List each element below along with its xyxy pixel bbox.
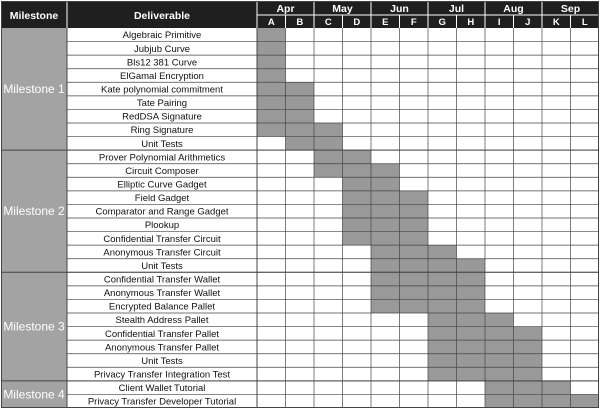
column-letter-header: C	[324, 17, 332, 28]
timeline-filled-cell	[343, 218, 372, 232]
deliverable-label: Encrypted Balance Pallet	[108, 301, 216, 313]
month-header: Sep	[560, 3, 581, 15]
deliverable-label: ElGamal Encryption	[120, 70, 204, 82]
timeline-filled-cell	[400, 232, 429, 246]
timeline-filled-cell	[343, 164, 372, 178]
timeline-filled-cell	[371, 177, 400, 191]
timeline-filled-cell	[371, 299, 400, 313]
timeline-filled-cell	[457, 313, 486, 327]
timeline-filled-cell	[286, 96, 315, 110]
milestone-column-header: Milestone	[9, 10, 59, 22]
gantt-chart-table	[1, 1, 599, 408]
timeline-filled-cell	[428, 340, 457, 354]
task-row	[127, 55, 286, 69]
deliverable-label: Unit Tests	[141, 355, 183, 367]
task-row	[117, 177, 399, 191]
timeline-filled-cell	[457, 286, 486, 300]
timeline-filled-cell	[257, 109, 286, 123]
timeline-filled-cell	[371, 259, 400, 273]
task-row	[141, 137, 342, 151]
timeline-filled-cell	[371, 164, 400, 178]
deliverable-label: Client Wallet Tutorial	[118, 383, 206, 395]
timeline-filled-cell	[514, 327, 543, 341]
task-row	[145, 218, 428, 232]
timeline-filled-cell	[257, 28, 286, 42]
column-letter-header: G	[438, 17, 446, 28]
timeline-filled-cell	[428, 259, 457, 273]
task-row	[134, 42, 285, 56]
column-letter-header: A	[267, 17, 275, 28]
column-letter-header: B	[296, 17, 304, 28]
timeline-filled-cell	[457, 340, 486, 354]
task-row	[105, 340, 542, 354]
deliverable-label: Plookup	[144, 220, 180, 232]
timeline-filled-cell	[400, 259, 429, 273]
task-row	[131, 123, 343, 137]
timeline-filled-cell	[428, 272, 457, 286]
task-row	[123, 28, 286, 42]
month-header: Aug	[503, 3, 524, 15]
task-row	[103, 245, 456, 259]
timeline-filled-cell	[457, 272, 486, 286]
timeline-filled-cell	[457, 354, 486, 368]
task-row	[109, 299, 485, 313]
milestone-cells	[1, 28, 67, 408]
timeline-filled-cell	[371, 286, 400, 300]
timeline-filled-cell	[485, 367, 514, 381]
month-header: Jun	[390, 3, 409, 15]
column-letter-header: J	[525, 17, 531, 28]
milestone-label: Milestone 1	[3, 82, 65, 97]
timeline-filled-cell	[371, 204, 400, 218]
deliverable-label: Privacy Transfer Integration Test	[93, 369, 231, 381]
column-letter-header: E	[382, 17, 389, 28]
timeline-filled-cell	[314, 123, 343, 137]
task-row	[99, 150, 371, 164]
timeline-filled-cell	[485, 340, 514, 354]
task-row	[141, 354, 542, 368]
column-letter-header: I	[497, 17, 501, 28]
timeline-filled-cell	[457, 299, 486, 313]
timeline-filled-cell	[257, 55, 286, 69]
timeline-filled-cell	[257, 42, 286, 56]
deliverable-label: Comparator and Range Gadget	[95, 206, 229, 218]
task-row	[101, 82, 314, 96]
timeline-filled-cell	[343, 204, 372, 218]
task-row	[94, 367, 542, 381]
timeline-filled-cell	[428, 286, 457, 300]
timeline-filled-cell	[542, 394, 571, 408]
timeline-filled-cell	[400, 245, 429, 259]
timeline-filled-cell	[343, 150, 372, 164]
timeline-filled-cell	[514, 354, 543, 368]
task-row	[137, 96, 314, 110]
timeline-filled-cell	[400, 286, 429, 300]
deliverable-label: Confidential Transfer Wallet	[103, 274, 221, 286]
timeline-filled-cell	[428, 245, 457, 259]
timeline-filled-cell	[457, 327, 486, 341]
task-row	[88, 394, 599, 408]
task-row	[95, 204, 428, 218]
task-row	[119, 381, 571, 395]
timeline-filled-cell	[371, 191, 400, 205]
timeline-filled-cell	[485, 313, 514, 327]
timeline-filled-cell	[257, 123, 286, 137]
timeline-filled-cell	[371, 218, 400, 232]
deliverable-label: Anonymous Transfer Circuit	[103, 247, 221, 259]
timeline-filled-cell	[400, 191, 429, 205]
timeline-filled-cell	[514, 340, 543, 354]
deliverable-label: RedDSA Signature	[122, 111, 202, 123]
timeline-filled-cell	[485, 354, 514, 368]
task-row	[103, 232, 428, 246]
timeline-filled-cell	[371, 245, 400, 259]
month-header: Apr	[276, 3, 295, 15]
timeline-filled-cell	[371, 232, 400, 246]
timeline-filled-cell	[514, 381, 543, 395]
timeline-filled-cell	[286, 137, 315, 151]
timeline-filled-cell	[457, 259, 486, 273]
timeline-filled-cell	[571, 394, 600, 408]
timeline-filled-cell	[343, 232, 372, 246]
milestone-label: Milestone 4	[3, 387, 65, 402]
deliverable-label: Bls12 381 Curve	[126, 57, 198, 69]
timeline-filled-cell	[343, 191, 372, 205]
timeline-filled-cell	[400, 272, 429, 286]
timeline-filled-cell	[514, 367, 543, 381]
timeline-filled-cell	[286, 109, 315, 123]
column-letter-header: F	[410, 17, 417, 28]
deliverable-label: Jubjub Curve	[134, 43, 190, 55]
timeline-filled-cell	[400, 218, 429, 232]
deliverable-label: Circuit Composer	[125, 165, 199, 177]
timeline-filled-cell	[400, 204, 429, 218]
column-letter-header: D	[353, 17, 361, 28]
timeline-filled-cell	[428, 313, 457, 327]
timeline-filled-cell	[428, 367, 457, 381]
timeline-filled-cell	[514, 394, 543, 408]
timeline-filled-cell	[428, 299, 457, 313]
timeline-filled-cell	[343, 177, 372, 191]
column-letter-header: L	[581, 17, 588, 28]
deliverable-label: Tate Pairing	[136, 98, 188, 110]
deliverable-label: Kate polynomial commitment	[101, 84, 223, 96]
deliverable-column-header: Deliverable	[133, 10, 191, 22]
deliverable-label: Anonymous Transfer Pallet	[104, 342, 220, 354]
timeline-filled-cell	[485, 327, 514, 341]
timeline-filled-cell	[400, 299, 429, 313]
timeline-filled-cell	[314, 164, 343, 178]
month-header: Jul	[448, 3, 465, 15]
task-row	[105, 327, 542, 341]
timeline-filled-cell	[428, 327, 457, 341]
deliverable-label: Field Gadget	[134, 193, 190, 205]
deliverable-label: Ring Signature	[130, 125, 194, 137]
month-header: May	[332, 3, 353, 15]
timeline-filled-cell	[485, 394, 514, 408]
deliverable-label: Unit Tests	[141, 138, 183, 150]
deliverable-label: Anonymous Transfer Wallet	[103, 288, 221, 300]
timeline-filled-cell	[286, 82, 315, 96]
timeline-filled-cell	[371, 272, 400, 286]
timeline-filled-cell	[457, 367, 486, 381]
timeline-filled-cell	[257, 96, 286, 110]
timeline-filled-cell	[485, 381, 514, 395]
column-letter-header: H	[467, 17, 475, 28]
task-row	[125, 164, 399, 178]
timeline-filled-cell	[286, 123, 315, 137]
timeline-filled-cell	[428, 354, 457, 368]
deliverable-label: Unit Tests	[141, 260, 183, 272]
task-row	[141, 259, 485, 273]
timeline-filled-cell	[314, 137, 343, 151]
timeline-filled-cell	[314, 150, 343, 164]
milestone-label: Milestone 2	[3, 204, 65, 219]
deliverable-label: Algebraic Primitive	[122, 30, 202, 42]
deliverable-label: Elliptic Curve Gadget	[117, 179, 207, 191]
deliverable-label: Confidential Transfer Circuit	[103, 233, 221, 245]
deliverable-label: Stealth Address Pallet	[115, 315, 209, 327]
deliverable-label: Privacy Transfer Developer Tutorial	[87, 396, 237, 408]
column-letter-header: K	[552, 17, 560, 28]
milestone-label: Milestone 3	[3, 319, 65, 334]
task-row	[135, 191, 428, 205]
timeline-filled-cell	[257, 69, 286, 83]
deliverable-label: Confidential Transfer Pallet	[104, 328, 220, 340]
timeline-filled-cell	[542, 381, 571, 395]
task-row	[120, 69, 285, 83]
timeline-filled-cell	[257, 82, 286, 96]
deliverable-label: Prover Polynomial Arithmetics	[98, 152, 226, 164]
task-row	[116, 313, 514, 327]
